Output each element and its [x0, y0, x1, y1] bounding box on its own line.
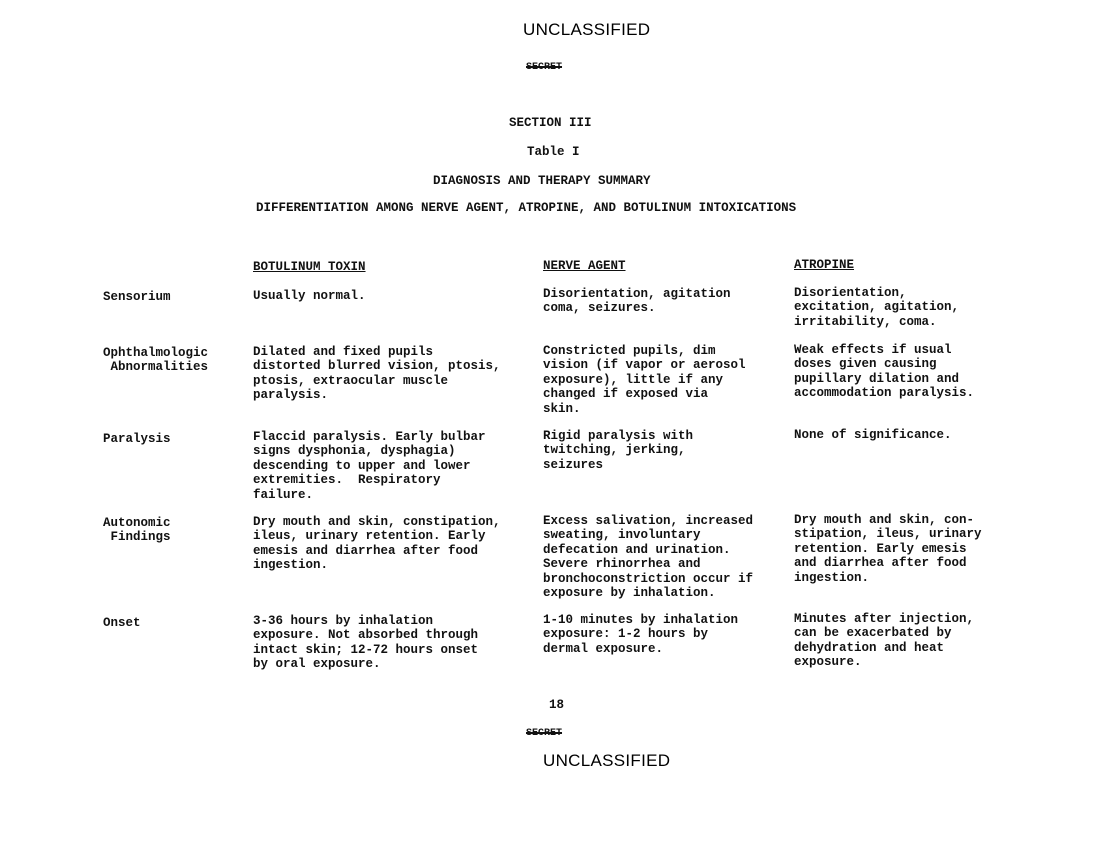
row-label-sensorium: Sensorium — [103, 290, 171, 304]
section-heading: SECTION III — [509, 116, 592, 130]
cell-sensorium-nerve-agent: Disorientation, agitation coma, seizures. — [543, 287, 731, 316]
cell-autonomic-botulinum: Dry mouth and skin, constipation, ileus, urinary retention. Early emesis and diarrhea after food ingestion. — [253, 515, 501, 573]
cell-autonomic-nerve-agent: Excess salivation, increased sweating, involuntary defecation and urination. Severe rhinorrhea and bronchoconstriction occur if exposure by inhalation. — [543, 514, 754, 601]
cell-paralysis-nerve-agent: Rigid paralysis with twitching, jerking, seizures — [543, 429, 694, 472]
cell-paralysis-atropine: None of significance. — [794, 428, 952, 442]
table-subtitle: DIFFERENTIATION AMONG NERVE AGENT, ATROPINE, AND BOTULINUM INTOXICATIONS — [256, 201, 797, 215]
row-label-paralysis: Paralysis — [103, 432, 171, 446]
row-label-onset: Onset — [103, 616, 141, 630]
row-label-ophthalmologic: Ophthalmologic Abnormalities — [103, 346, 209, 375]
cell-ophthalmologic-botulinum: Dilated and fixed pupils distorted blurred vision, ptosis, ptosis, extraocular muscle paralysis. — [253, 345, 501, 403]
top-classification-marking: UNCLASSIFIED — [523, 20, 651, 39]
cell-onset-nerve-agent: 1-10 minutes by inhalation exposure: 1-2 hours by dermal exposure. — [543, 613, 739, 656]
table-number: Table I — [527, 145, 580, 159]
cell-onset-atropine: Minutes after injection, can be exacerbated by dehydration and heat exposure. — [794, 612, 975, 670]
table-title: DIAGNOSIS AND THERAPY SUMMARY — [433, 174, 651, 188]
column-header-atropine: ATROPINE — [794, 258, 855, 272]
page-number: 18 — [549, 698, 565, 712]
cell-onset-botulinum: 3-36 hours by inhalation exposure. Not absorbed through intact skin; 12-72 hours onset by oral exposure. — [253, 614, 479, 672]
cell-sensorium-botulinum: Usually normal. — [253, 289, 366, 303]
top-struck-marking: SECRET — [526, 62, 563, 73]
cell-sensorium-atropine: Disorientation, excitation, agitation, irritability, coma. — [794, 286, 960, 329]
row-label-autonomic: Autonomic Findings — [103, 516, 171, 545]
column-header-nerve-agent: NERVE AGENT — [543, 259, 626, 273]
cell-ophthalmologic-atropine: Weak effects if usual doses given causing pupillary dilation and accommodation paralysis. — [794, 343, 975, 401]
bottom-struck-marking: SECRET — [526, 728, 563, 739]
cell-ophthalmologic-nerve-agent: Constricted pupils, dim vision (if vapor or aerosol exposure), little if any changed if exposed via skin. — [543, 344, 746, 416]
cell-paralysis-botulinum: Flaccid paralysis. Early bulbar signs dysphonia, dysphagia) descending to upper and lower extremities. Respiratory failure. — [253, 430, 486, 502]
column-header-botulinum: BOTULINUM TOXIN — [253, 260, 366, 274]
cell-autonomic-atropine: Dry mouth and skin, con- stipation, ileus, urinary retention. Early emesis and diarrhea after food ingestion. — [794, 513, 982, 585]
bottom-classification-marking: UNCLASSIFIED — [543, 751, 671, 770]
